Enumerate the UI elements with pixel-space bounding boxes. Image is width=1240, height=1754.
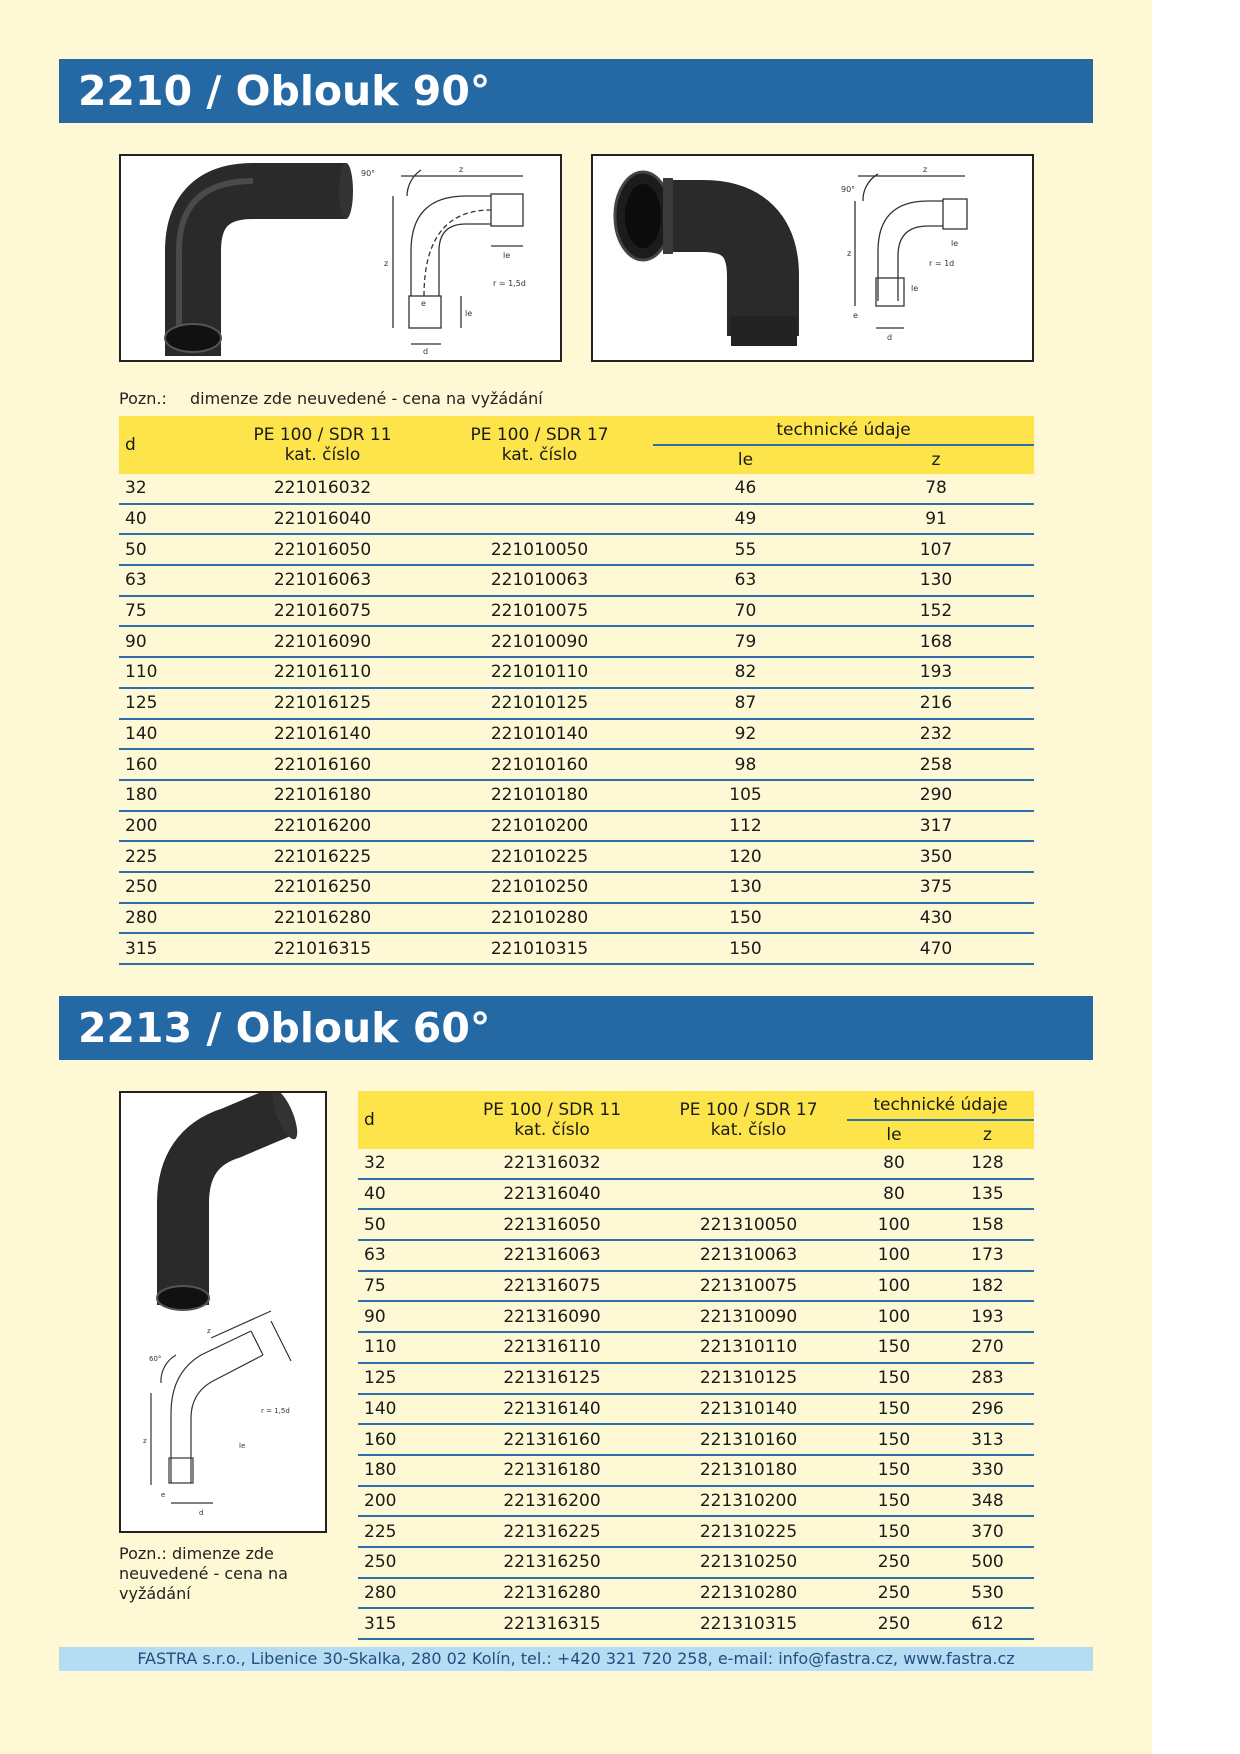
spec-table-90 (119, 416, 1034, 965)
cell-sdr11: 221016180 (219, 780, 426, 811)
svg-text:z: z (207, 1327, 211, 1335)
cell-d: 110 (119, 657, 219, 688)
header-sdr17: PE 100 / SDR 17 kat. číslo (426, 416, 653, 474)
svg-text:d: d (887, 333, 893, 342)
table-row (119, 903, 1034, 934)
cell-sdr17: 221010140 (426, 719, 653, 750)
cell-sdr17: 221310160 (650, 1424, 847, 1455)
cell-le: 105 (653, 780, 838, 811)
cell-sdr17 (426, 474, 653, 504)
cell-sdr17: 221310315 (650, 1608, 847, 1639)
table-row (358, 1332, 1034, 1363)
cell-le: 98 (653, 749, 838, 780)
cell-d: 32 (358, 1149, 454, 1179)
cell-le: 49 (653, 504, 838, 535)
cell-sdr11: 221016280 (219, 903, 426, 934)
cell-le: 150 (653, 933, 838, 964)
cell-le: 150 (847, 1486, 941, 1517)
cell-d: 140 (119, 719, 219, 750)
table-row (119, 688, 1034, 719)
cell-z: 130 (838, 565, 1034, 596)
cell-le: 120 (653, 841, 838, 872)
svg-text:e: e (853, 311, 858, 320)
cell-z: 158 (941, 1209, 1034, 1240)
cell-sdr11: 221316160 (454, 1424, 650, 1455)
svg-text:le: le (239, 1442, 246, 1450)
cell-le: 82 (653, 657, 838, 688)
cell-z: 470 (838, 933, 1034, 964)
note-60: Pozn.: dimenze zde neuvedené - cena na vyžádání (119, 1544, 288, 1603)
cell-le: 150 (847, 1424, 941, 1455)
cell-sdr17: 221010050 (426, 534, 653, 565)
cell-z: 348 (941, 1486, 1034, 1517)
cell-z: 370 (941, 1516, 1034, 1547)
product-image-bend-60 (119, 1091, 327, 1533)
cell-sdr11: 221016050 (219, 534, 426, 565)
cell-z: 128 (941, 1149, 1034, 1179)
table-row (358, 1455, 1034, 1486)
cell-sdr17: 221010160 (426, 749, 653, 780)
cell-z: 232 (838, 719, 1034, 750)
table-row (119, 719, 1034, 750)
header-le: le (847, 1120, 941, 1149)
cell-sdr11: 221316280 (454, 1578, 650, 1609)
table-row (358, 1209, 1034, 1240)
cell-z: 290 (838, 780, 1034, 811)
cell-d: 250 (119, 872, 219, 903)
header-sdr17: PE 100 / SDR 17 kat. číslo (650, 1091, 847, 1149)
cell-sdr11: 221016160 (219, 749, 426, 780)
note-90: Pozn.: dimenze zde neuvedené - cena na vyžádání (119, 389, 543, 408)
cell-sdr11: 221316075 (454, 1271, 650, 1302)
svg-text:z: z (143, 1437, 147, 1445)
svg-text:60°: 60° (149, 1355, 162, 1363)
product-image-bend-90-thick (591, 154, 1034, 362)
svg-text:z: z (923, 165, 928, 174)
table-row (119, 565, 1034, 596)
cell-z: 612 (941, 1608, 1034, 1639)
table-row (119, 933, 1034, 964)
cell-z: 330 (941, 1455, 1034, 1486)
cell-sdr11: 221316090 (454, 1301, 650, 1332)
cell-sdr17: 221010225 (426, 841, 653, 872)
technical-drawing-90-thick (855, 174, 967, 328)
cell-sdr11: 221316180 (454, 1455, 650, 1486)
table-row (358, 1424, 1034, 1455)
angle-label: 90° (361, 169, 376, 178)
cell-sdr17: 221010250 (426, 872, 653, 903)
cell-sdr17: 221310125 (650, 1363, 847, 1394)
cell-sdr11: 221016075 (219, 596, 426, 627)
spec-table-60 (358, 1091, 1034, 1640)
cell-d: 315 (119, 933, 219, 964)
table-row (358, 1240, 1034, 1271)
cell-le: 250 (847, 1578, 941, 1609)
cell-z: 430 (838, 903, 1034, 934)
cell-sdr17: 221310090 (650, 1301, 847, 1332)
cell-le: 112 (653, 811, 838, 842)
cell-sdr17: 221010125 (426, 688, 653, 719)
cell-z: 317 (838, 811, 1034, 842)
table-row (119, 474, 1034, 504)
cell-d: 75 (119, 596, 219, 627)
cell-le: 150 (653, 903, 838, 934)
header-d: d (358, 1091, 454, 1149)
table-row (119, 534, 1034, 565)
cell-le: 250 (847, 1547, 941, 1578)
cell-sdr11: 221316040 (454, 1179, 650, 1210)
cell-le: 92 (653, 719, 838, 750)
svg-text:le: le (503, 251, 511, 260)
cell-sdr11: 221316032 (454, 1149, 650, 1179)
cell-sdr11: 221316050 (454, 1209, 650, 1240)
cell-sdr17: 221010200 (426, 811, 653, 842)
cell-z: 530 (941, 1578, 1034, 1609)
svg-text:r = 1,5d: r = 1,5d (261, 1407, 290, 1415)
cell-sdr17: 221010075 (426, 596, 653, 627)
table-row (358, 1149, 1034, 1179)
header-sdr11: PE 100 / SDR 11 kat. číslo (219, 416, 426, 474)
cell-le: 150 (847, 1394, 941, 1425)
cell-z: 135 (941, 1179, 1034, 1210)
cell-z: 258 (838, 749, 1034, 780)
cell-d: 280 (358, 1578, 454, 1609)
table-row (358, 1301, 1034, 1332)
cell-sdr17: 221310110 (650, 1332, 847, 1363)
cell-sdr17: 221310075 (650, 1271, 847, 1302)
table-row (119, 780, 1034, 811)
table-row (119, 811, 1034, 842)
cell-sdr17 (650, 1179, 847, 1210)
cell-sdr11: 221316125 (454, 1363, 650, 1394)
svg-text:r = 1,5d: r = 1,5d (493, 279, 526, 288)
cell-d: 90 (358, 1301, 454, 1332)
cell-sdr11: 221316063 (454, 1240, 650, 1271)
svg-text:le: le (465, 309, 473, 318)
header-technical: technické údaje (847, 1091, 1034, 1120)
table-row (358, 1547, 1034, 1578)
header-z: z (941, 1120, 1034, 1149)
cell-d: 250 (358, 1547, 454, 1578)
cell-le: 79 (653, 626, 838, 657)
cell-z: 107 (838, 534, 1034, 565)
section-title-90: 2210 / Oblouk 90° (59, 59, 1093, 123)
cell-sdr11: 221016200 (219, 811, 426, 842)
table-row (358, 1363, 1034, 1394)
cell-le: 250 (847, 1608, 941, 1639)
cell-d: 75 (358, 1271, 454, 1302)
cell-sdr17: 221310225 (650, 1516, 847, 1547)
cell-sdr11: 221316225 (454, 1516, 650, 1547)
cell-le: 100 (847, 1271, 941, 1302)
cell-sdr11: 221016040 (219, 504, 426, 535)
cell-d: 160 (358, 1424, 454, 1455)
cell-le: 100 (847, 1240, 941, 1271)
cell-z: 296 (941, 1394, 1034, 1425)
cell-sdr17: 221310200 (650, 1486, 847, 1517)
cell-sdr17: 221010110 (426, 657, 653, 688)
cell-le: 80 (847, 1149, 941, 1179)
cell-sdr17 (650, 1149, 847, 1179)
cell-d: 200 (358, 1486, 454, 1517)
cell-le: 150 (847, 1516, 941, 1547)
footer-contact: FASTRA s.r.o., Libenice 30-Skalka, 280 02 Kolín, tel.: +420 321 720 258, e-mail: info@fastra.cz, www.fastra.cz (59, 1647, 1093, 1671)
cell-z: 193 (838, 657, 1034, 688)
svg-text:z: z (459, 165, 464, 174)
cell-d: 315 (358, 1608, 454, 1639)
svg-text:d: d (199, 1509, 204, 1517)
cell-sdr17: 221010315 (426, 933, 653, 964)
table-row (358, 1608, 1034, 1639)
cell-sdr11: 221016125 (219, 688, 426, 719)
cell-sdr17: 221310280 (650, 1578, 847, 1609)
cell-sdr17: 221010280 (426, 903, 653, 934)
cell-d: 180 (119, 780, 219, 811)
cell-sdr11: 221016140 (219, 719, 426, 750)
table-row (358, 1486, 1034, 1517)
cell-sdr11: 221316250 (454, 1547, 650, 1578)
cell-sdr17: 221010063 (426, 565, 653, 596)
table-row (358, 1271, 1034, 1302)
cell-d: 90 (119, 626, 219, 657)
cell-d: 225 (358, 1516, 454, 1547)
cell-sdr11: 221016110 (219, 657, 426, 688)
cell-d: 180 (358, 1455, 454, 1486)
svg-text:le: le (951, 239, 959, 248)
cell-sdr17: 221010180 (426, 780, 653, 811)
cell-sdr17: 221310050 (650, 1209, 847, 1240)
cell-le: 55 (653, 534, 838, 565)
cell-sdr17 (426, 504, 653, 535)
table-row (358, 1394, 1034, 1425)
cell-z: 375 (838, 872, 1034, 903)
cell-le: 150 (847, 1363, 941, 1394)
header-sdr11: PE 100 / SDR 11 kat. číslo (454, 1091, 650, 1149)
header-technical: technické údaje (653, 416, 1034, 445)
cell-sdr11: 221016063 (219, 565, 426, 596)
cell-z: 173 (941, 1240, 1034, 1271)
cell-d: 280 (119, 903, 219, 934)
cell-d: 140 (358, 1394, 454, 1425)
cell-d: 63 (358, 1240, 454, 1271)
cell-sdr17: 221310250 (650, 1547, 847, 1578)
cell-d: 40 (358, 1179, 454, 1210)
cell-le: 87 (653, 688, 838, 719)
cell-le: 130 (653, 872, 838, 903)
section-title-60: 2213 / Oblouk 60° (59, 996, 1093, 1060)
cell-le: 100 (847, 1301, 941, 1332)
cell-z: 270 (941, 1332, 1034, 1363)
cell-sdr17: 221310063 (650, 1240, 847, 1271)
cell-sdr11: 221316140 (454, 1394, 650, 1425)
cell-sdr11: 221316315 (454, 1608, 650, 1639)
table-row (358, 1179, 1034, 1210)
cell-d: 125 (119, 688, 219, 719)
cell-z: 350 (838, 841, 1034, 872)
cell-d: 50 (358, 1209, 454, 1240)
cell-le: 70 (653, 596, 838, 627)
cell-z: 152 (838, 596, 1034, 627)
cell-sdr17: 221310180 (650, 1455, 847, 1486)
cell-le: 80 (847, 1179, 941, 1210)
cell-z: 500 (941, 1547, 1034, 1578)
cell-z: 283 (941, 1363, 1034, 1394)
cell-d: 32 (119, 474, 219, 504)
cell-le: 63 (653, 565, 838, 596)
cell-z: 168 (838, 626, 1034, 657)
cell-sdr11: 221016032 (219, 474, 426, 504)
cell-sdr11: 221016090 (219, 626, 426, 657)
cell-sdr11: 221016250 (219, 872, 426, 903)
cell-sdr11: 221016315 (219, 933, 426, 964)
cell-d: 125 (358, 1363, 454, 1394)
cell-d: 200 (119, 811, 219, 842)
cell-d: 110 (358, 1332, 454, 1363)
cell-sdr11: 221316110 (454, 1332, 650, 1363)
svg-text:r = 1d: r = 1d (929, 259, 955, 268)
cell-d: 50 (119, 534, 219, 565)
header-d: d (119, 416, 219, 474)
cell-le: 150 (847, 1332, 941, 1363)
svg-text:e: e (161, 1491, 166, 1499)
svg-text:le: le (911, 284, 919, 293)
svg-text:e: e (421, 299, 426, 308)
svg-text:z: z (847, 249, 852, 258)
header-le: le (653, 445, 838, 474)
cell-z: 313 (941, 1424, 1034, 1455)
table-row (119, 626, 1034, 657)
cell-d: 63 (119, 565, 219, 596)
table-row (119, 749, 1034, 780)
cell-sdr11: 221316200 (454, 1486, 650, 1517)
table-row (119, 841, 1034, 872)
cell-le: 150 (847, 1455, 941, 1486)
cell-d: 40 (119, 504, 219, 535)
product-image-bend-90 (119, 154, 562, 362)
cell-le: 100 (847, 1209, 941, 1240)
table-row (119, 657, 1034, 688)
table-row (119, 504, 1034, 535)
cell-z: 91 (838, 504, 1034, 535)
svg-text:90°: 90° (841, 185, 856, 194)
svg-text:z: z (384, 259, 389, 268)
table-row (119, 596, 1034, 627)
cell-d: 160 (119, 749, 219, 780)
cell-z: 78 (838, 474, 1034, 504)
pipe-bend-60-photo (183, 1111, 283, 1305)
cell-z: 182 (941, 1271, 1034, 1302)
header-z: z (838, 445, 1034, 474)
cell-le: 46 (653, 474, 838, 504)
cell-sdr17: 221310140 (650, 1394, 847, 1425)
cell-sdr11: 221016225 (219, 841, 426, 872)
table-row (358, 1516, 1034, 1547)
cell-d: 225 (119, 841, 219, 872)
cell-sdr17: 221010090 (426, 626, 653, 657)
svg-text:d: d (423, 347, 429, 356)
cell-z: 193 (941, 1301, 1034, 1332)
cell-z: 216 (838, 688, 1034, 719)
table-row (358, 1578, 1034, 1609)
table-row (119, 872, 1034, 903)
